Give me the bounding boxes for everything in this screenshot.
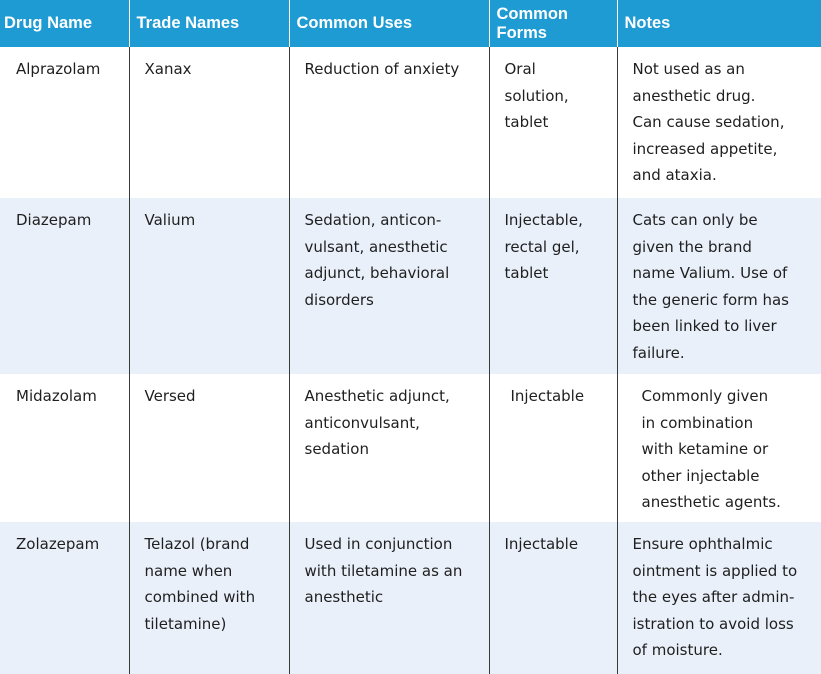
table-header (0, 0, 821, 47)
cell-notes: Commonly given in combination with ketamine or other injectable anesthetic agents. (617, 374, 821, 522)
table-row (0, 47, 821, 198)
header-row (0, 0, 821, 47)
cell-common-forms: Injectable (489, 374, 617, 522)
header-trade-names: Trade Names (129, 0, 289, 47)
header-notes: Notes (617, 0, 821, 47)
table-body (0, 47, 821, 674)
cell-common-forms: Injectable, rectal gel, tablet (489, 198, 617, 374)
cell-trade-names: Telazol (brand name when combined with tiletamine) (129, 522, 289, 674)
cell-notes: Cats can only be given the brand name Valium. Use of the generic form has been linked to liver failure. (617, 198, 821, 374)
cell-notes: Ensure ophthalmic ointment is applied to the eyes after admin- istration to avoid loss of moisture. (617, 522, 821, 674)
cell-trade-names: Valium (129, 198, 289, 374)
cell-common-uses: Used in conjunction with tiletamine as an anesthetic (289, 522, 489, 674)
cell-drug-name: Zolazepam (0, 522, 129, 674)
table-row (0, 374, 821, 522)
cell-notes: Not used as an anesthetic drug. Can cause sedation, increased appetite, and ataxia. (617, 47, 821, 198)
table-row (0, 198, 821, 374)
cell-common-forms: Oral solution, tablet (489, 47, 617, 198)
cell-drug-name: Alprazolam (0, 47, 129, 198)
table-row (0, 522, 821, 674)
cell-trade-names: Xanax (129, 47, 289, 198)
header-common-uses: Common Uses (289, 0, 489, 47)
cell-common-forms: Injectable (489, 522, 617, 674)
header-drug-name: Drug Name (0, 0, 129, 47)
cell-common-uses: Reduction of anxiety (289, 47, 489, 198)
cell-common-uses: Sedation, anticon- vulsant, anesthetic adjunct, behavioral disorders (289, 198, 489, 374)
cell-common-uses: Anesthetic adjunct, anticonvulsant, sedation (289, 374, 489, 522)
cell-trade-names: Versed (129, 374, 289, 522)
cell-drug-name: Diazepam (0, 198, 129, 374)
header-common-forms: Common Forms (489, 0, 617, 47)
cell-drug-name: Midazolam (0, 374, 129, 522)
